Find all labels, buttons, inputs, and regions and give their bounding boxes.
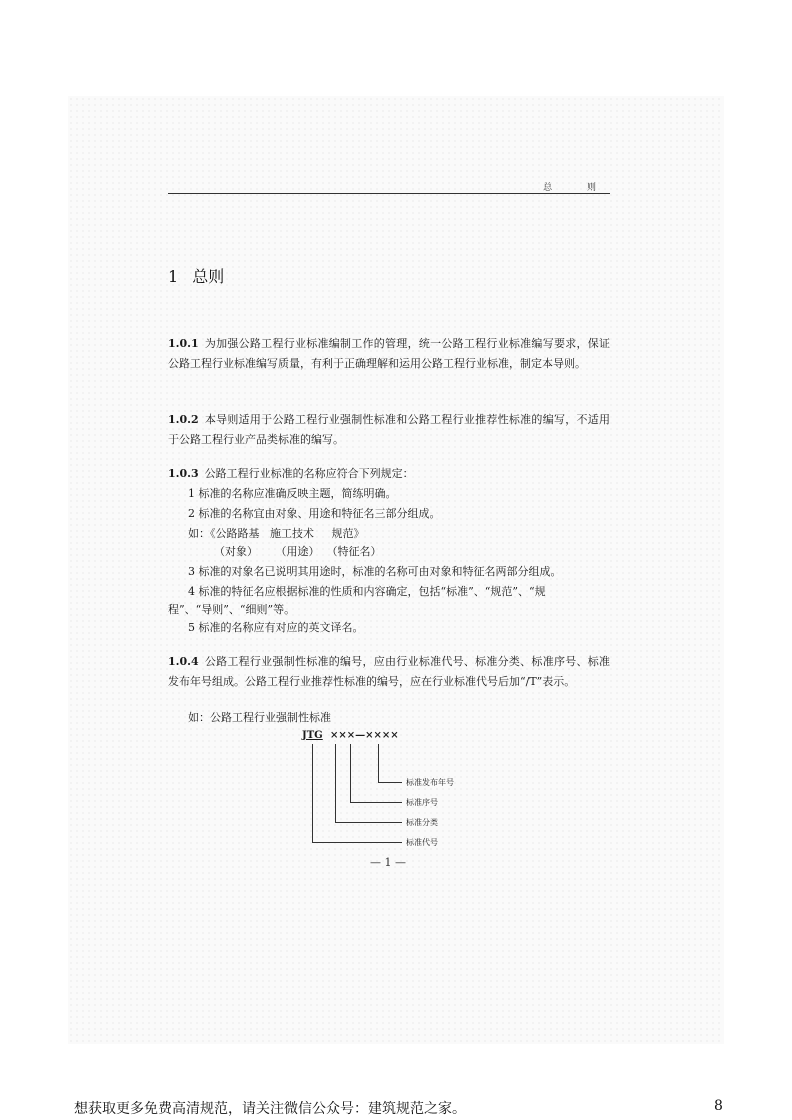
list-item-1: 1 标准的名称应准确反映主题，简练明确。 [188,487,397,500]
list-item-4-line-1: 4 标准的特征名应根据标准的性质和内容确定，包括“标准”、“规范”、“规 [188,585,546,598]
section-1-0-4 [168,652,610,692]
chapter-number: 1 [168,267,179,286]
section-intro: 公路工程行业标准的名称应符合下列规定： [204,467,414,480]
leader-year-vertical [378,744,379,782]
list-item-5: 5 标准的名称应有对应的英文译名。 [188,621,364,634]
section-text: 为加强公路工程行业标准编制工作的管理，统一公路工程行业标准编写要求，保证公路工程行业标准编写质量，有利于正确理解和运用公路工程行业标准，制定本导则。 [168,337,610,370]
label-class: 标准分类 [406,818,438,827]
section-1-0-2 [168,410,610,450]
label-code: 标准代号 [406,838,438,847]
leader-code-vertical [312,744,313,842]
page-number: — 1 — [370,856,406,869]
leader-class-horizontal [335,822,402,823]
section-number: 1.0.4 [168,655,199,668]
chapter-heading [168,264,224,287]
header-rule [168,193,610,194]
list-item-2: 2 标准的名称宜由对象、用途和特征名三部分组成。 [188,507,441,520]
section-number: 1.0.3 [168,467,199,480]
standard-code-diagram [290,730,490,855]
list-item-4-line-2: 程”、“导则”、“细则”等。 [168,603,296,616]
example-parts: （对象） （用途） （特征名） [214,545,382,558]
label-serial: 标准序号 [406,798,438,807]
leader-year-horizontal [378,782,402,783]
leader-code-horizontal [312,842,402,843]
list-item-3: 3 标准的对象名已说明其用途时，标准的名称可由对象和特征名两部分组成。 [188,565,562,578]
section-number: 1.0.2 [168,413,199,426]
section-text: 公路工程行业强制性标准的编号，应由行业标准代号、标准分类、标准序号、标准发布年号组成。公路工程行业推荐性标准的编号，应在行业标准代号后加“/T”表示。 [168,655,610,688]
leader-serial-vertical [350,744,351,802]
section-1-0-1 [168,334,610,374]
example-label: 如：公路工程行业强制性标准 [188,711,331,724]
footer-page-number: 8 [714,1098,723,1114]
label-year: 标准发布年号 [406,778,454,787]
section-text: 本导则适用于公路工程行业强制性标准和公路工程行业推荐性标准的编写，不适用于公路工程行业产品类标准的编写。 [168,413,610,446]
footer-notice: 想获取更多免费高清规范，请关注微信公众号：建筑规范之家。 [74,1101,466,1117]
code-prefix: JTG [302,730,323,741]
code-rest: ×××—×××× [330,730,399,741]
leader-serial-horizontal [350,802,402,803]
section-number: 1.0.1 [168,337,199,350]
chapter-title: 总则 [192,267,225,286]
running-header: 总 则 [543,183,612,193]
leader-class-vertical [335,744,336,822]
section-1-0-3 [168,464,610,484]
example-title: 如：《公路路基 施工技术 规范》 [188,527,365,540]
